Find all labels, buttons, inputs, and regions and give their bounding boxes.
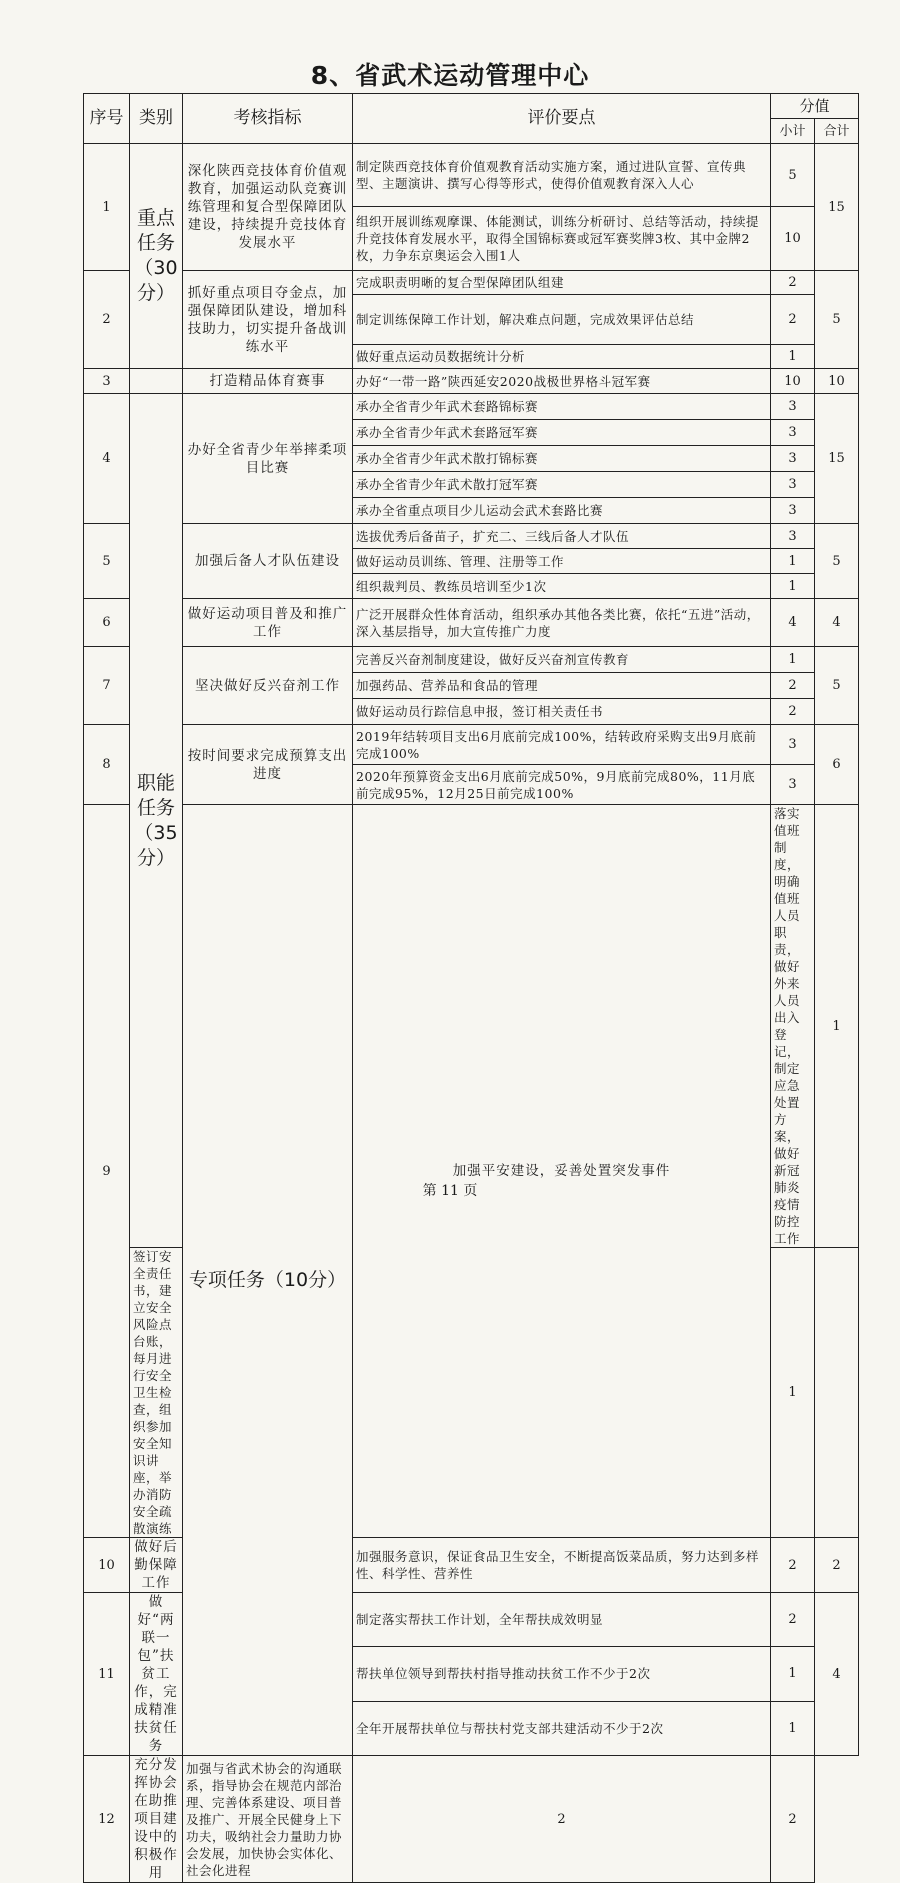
requirement-cell: 加强与省武术协会的沟通联系，指导协会在规范内部治理、完善体系建设、项目普及推广、开展全民健身上下功夫，吸纳社会力量助力协会发展，加快协会实体化、社会化进程 [183, 1756, 353, 1883]
subtotal-cell: 1 [771, 1248, 815, 1538]
requirement-cell: 承办全省青少年武术散打锦标赛 [353, 446, 771, 472]
header-seq: 序号 [84, 94, 130, 144]
subtotal-cell: 2 [353, 1756, 771, 1883]
subtotal-cell: 3 [771, 524, 815, 549]
requirement-cell: 做好运动员训练、管理、注册等工作 [353, 549, 771, 574]
row-seq: 2 [84, 271, 130, 369]
row-seq: 12 [84, 1756, 130, 1883]
total-cell: 2 [815, 1538, 859, 1593]
subtotal-cell: 2 [771, 1593, 815, 1647]
requirement-cell: 全年开展帮扶单位与帮扶村党支部共建活动不少于2次 [353, 1701, 771, 1755]
row-seq: 10 [84, 1538, 130, 1593]
requirement-cell: 制定落实帮扶工作计划，全年帮扶成效明显 [353, 1593, 771, 1647]
subtotal-cell: 3 [771, 472, 815, 498]
row-seq: 5 [84, 524, 130, 599]
row-seq: 4 [84, 394, 130, 524]
requirement-cell: 承办全省重点项目少儿运动会武术套路比赛 [353, 498, 771, 524]
requirement-cell: 2020年预算资金支出6月底前完成50%，9月底前完成80%，11月底前完成95%，12月25日前完成100% [353, 765, 771, 805]
requirement-cell: 加强服务意识，保证食品卫生安全，不断提高饭菜品质，努力达到多样性、科学性、营养性 [353, 1538, 771, 1593]
header-indicator: 考核指标 [183, 94, 353, 144]
row-seq: 7 [84, 647, 130, 725]
category-cell-empty [130, 369, 183, 394]
requirement-cell: 承办全省青少年武术套路锦标赛 [353, 394, 771, 420]
indicator-cell: 办好全省青少年举摔柔项目比赛 [183, 394, 353, 524]
indicator-cell: 抓好重点项目夺金点，加强保障团队建设，增加科技助力，切实提升备战训练水平 [183, 271, 353, 369]
assessment-table [83, 93, 859, 1883]
requirement-cell: 广泛开展群众性体育活动，组织承办其他各类比赛，依托“五进”活动，深入基层指导，加大宣传推广力度 [353, 599, 771, 647]
header-subtotal: 小计 [771, 119, 815, 144]
total-cell: 15 [815, 144, 859, 271]
subtotal-cell: 1 [771, 549, 815, 574]
subtotal-cell: 1 [815, 805, 859, 1248]
subtotal-cell: 3 [771, 394, 815, 420]
requirement-cell: 做好重点运动员数据统计分析 [353, 345, 771, 369]
requirement-cell: 承办全省青少年武术套路冠军赛 [353, 420, 771, 446]
page-number: 第 11 页 [422, 1183, 478, 1199]
category-special-tasks: 专项任务（10分） [183, 805, 353, 1756]
requirement-cell: 加强药品、营养品和食品的管理 [353, 673, 771, 699]
total-cell: 10 [815, 369, 859, 394]
subtotal-cell: 3 [771, 420, 815, 446]
indicator-cell: 做好运动项目普及和推广工作 [183, 599, 353, 647]
indicator-cell: 充分发挥协会在助推项目建设中的积极作用 [130, 1756, 183, 1883]
header-category: 类别 [130, 94, 183, 144]
total-cell: 5 [815, 271, 859, 369]
subtotal-cell: 2 [771, 295, 815, 345]
requirement-cell: 2019年结转项目支出6月底前完成100%，结转政府采购支出9月底前完成100% [353, 725, 771, 765]
total-cell: 5 [815, 524, 859, 599]
header-requirement: 评价要点 [353, 94, 771, 144]
subtotal-cell: 10 [771, 207, 815, 271]
requirement-cell: 完善反兴奋剂制度建设，做好反兴奋剂宣传教育 [353, 647, 771, 673]
subtotal-cell: 1 [771, 1701, 815, 1755]
category-key-tasks: 重点任务（30分） [130, 144, 183, 369]
requirement-cell: 帮扶单位领导到帮扶村指导推动扶贫工作不少于2次 [353, 1647, 771, 1701]
subtotal-cell: 1 [771, 647, 815, 673]
row-seq: 1 [84, 144, 130, 271]
subtotal-cell: 3 [771, 446, 815, 472]
requirement-cell: 做好运动员行踪信息申报，签订相关责任书 [353, 699, 771, 725]
requirement-cell: 组织开展训练观摩课、体能测试，训练分析研讨、总结等活动，持续提升竞技体育发展水平，取得全国锦标赛或冠军赛奖牌3枚、其中金牌2枚，力争东京奥运会入围1人 [353, 207, 771, 271]
requirement-cell: 制定训练保障工作计划，解决难点问题，完成效果评估总结 [353, 295, 771, 345]
total-cell: 5 [815, 647, 859, 725]
subtotal-cell: 1 [771, 1647, 815, 1701]
requirement-cell: 承办全省青少年武术散打冠军赛 [353, 472, 771, 498]
subtotal-cell: 3 [771, 725, 815, 765]
subtotal-cell: 5 [771, 144, 815, 207]
requirement-cell: 完成职责明晰的复合型保障团队组建 [353, 271, 771, 295]
header-score: 分值 [771, 94, 859, 119]
total-cell: 6 [815, 725, 859, 805]
total-cell: 2 [771, 1756, 815, 1883]
subtotal-cell: 3 [771, 765, 815, 805]
subtotal-cell: 2 [771, 699, 815, 725]
requirement-cell: 落实值班制度，明确值班人员职责，做好外来人员出入登记，制定应急处置方案，做好新冠肺炎疫情防控工作 [771, 805, 815, 1248]
subtotal-cell: 2 [771, 673, 815, 699]
requirement-cell: 办好“一带一路”陕西延安2020战极世界格斗冠军赛 [353, 369, 771, 394]
indicator-cell: 加强平安建设，妥善处置突发事件 [353, 805, 771, 1538]
indicator-cell: 按时间要求完成预算支出进度 [183, 725, 353, 805]
row-seq: 8 [84, 725, 130, 805]
indicator-cell: 做好“两联一包”扶贫工作，完成精准扶贫任务 [130, 1593, 183, 1756]
document-title: 8、省武术运动管理中心 [310, 61, 590, 90]
requirement-cell: 组织裁判员、教练员培训至少1次 [353, 574, 771, 599]
total-cell: 4 [815, 599, 859, 647]
indicator-cell: 打造精品体育赛事 [183, 369, 353, 394]
indicator-cell: 加强后备人才队伍建设 [183, 524, 353, 599]
subtotal-cell: 2 [771, 271, 815, 295]
header-total: 合计 [815, 119, 859, 144]
subtotal-cell: 10 [771, 369, 815, 394]
requirement-cell: 制定陕西竞技体育价值观教育活动实施方案，通过进队宣誓、宣传典型、主题演讲、撰写心得等形式，使得价值观教育深入人心 [353, 144, 771, 207]
row-seq: 3 [84, 369, 130, 394]
requirement-cell: 签订安全责任书，建立安全风险点台账，每月进行安全卫生检查，组织参加安全知识讲座，举办消防安全疏散演练 [130, 1248, 183, 1538]
indicator-cell: 做好后勤保障工作 [130, 1538, 183, 1593]
subtotal-cell: 1 [771, 574, 815, 599]
total-cell: 15 [815, 394, 859, 524]
indicator-cell: 坚决做好反兴奋剂工作 [183, 647, 353, 725]
subtotal-cell: 2 [771, 1538, 815, 1593]
category-duty-tasks: 职能任务（35分） [130, 394, 183, 1248]
total-cell: 4 [815, 1593, 859, 1756]
subtotal-cell: 4 [771, 599, 815, 647]
subtotal-cell: 1 [771, 345, 815, 369]
indicator-cell: 深化陕西竞技体育价值观教育，加强运动队竞赛训练管理和复合型保障团队建设，持续提升竞技体育发展水平 [183, 144, 353, 271]
requirement-cell: 选拔优秀后备苗子，扩充二、三线后备人才队伍 [353, 524, 771, 549]
row-seq: 6 [84, 599, 130, 647]
subtotal-cell: 3 [771, 498, 815, 524]
row-seq: 9 [84, 805, 130, 1538]
row-seq: 11 [84, 1593, 130, 1756]
